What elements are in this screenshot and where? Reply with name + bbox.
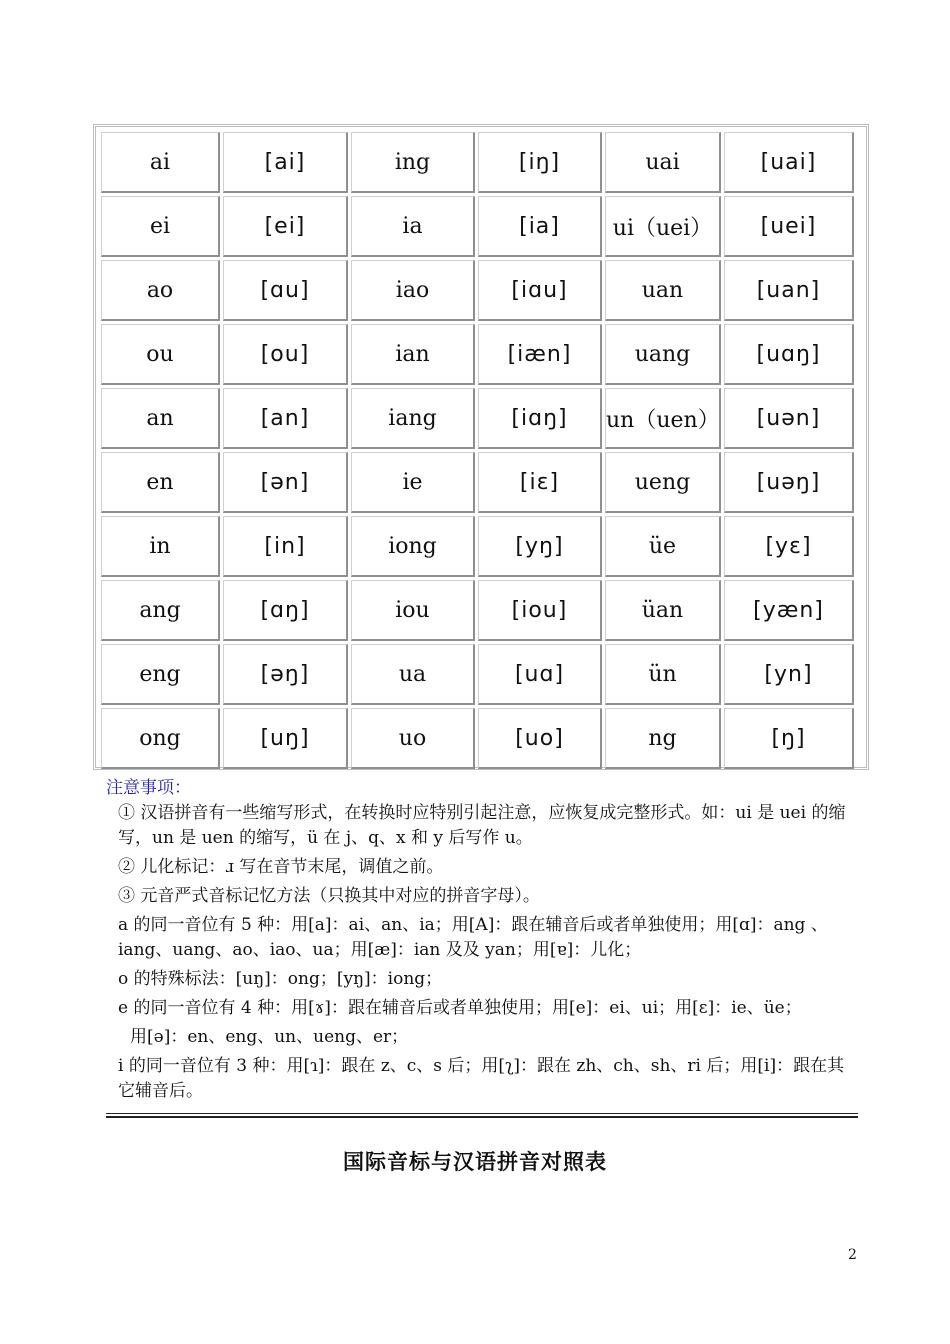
ipa-cell: [ɑu] [223, 260, 348, 321]
pinyin-cell: eng [101, 644, 220, 705]
ipa-cell: [uŋ] [223, 708, 348, 769]
note-abbreviation: ① 汉语拼音有一些缩写形式，在转换时应特别引起注意，应恢复成完整形式。如：ui 是 uei 的缩写，un 是 uen 的缩写，ü 在 j、q、x 和 y 后写作 u。 [118, 803, 846, 848]
pinyin-cell: ao [101, 260, 220, 321]
note-a-allophones: a 的同一音位有 5 种：用[a]：ai、an、ia；用[A]：跟在辅音后或者单独使用；用[ɑ]：ang 、iang、uang、ao、iao、ua；用[æ]：ian 及及 yan；用[ɐ]：儿化； [118, 915, 828, 960]
ipa-cell: [uɑ] [478, 644, 602, 705]
pinyin-cell: ia [351, 196, 475, 257]
note-i-allophones: i 的同一音位有 3 种：用[ɿ]：跟在 z、c、s 后；用[ʅ]：跟在 zh、ch、sh、ri 后；用[i]：跟在其它辅音后。 [118, 1056, 845, 1101]
ipa-cell: [iɛ] [478, 452, 602, 513]
divider-line [106, 1113, 858, 1114]
ipa-cell: [yɛ] [724, 516, 854, 577]
ipa-cell: [an] [223, 388, 348, 449]
ipa-cell: [iɑŋ] [478, 388, 602, 449]
table-row [101, 132, 854, 193]
table-row [101, 708, 854, 769]
pinyin-cell: in [101, 516, 220, 577]
ipa-cell: [ŋ] [724, 708, 854, 769]
pinyin-cell: ui（uei） [605, 196, 721, 257]
pinyin-cell: üe [605, 516, 721, 577]
ipa-cell: [iou] [478, 580, 602, 641]
ipa-cell: [ei] [223, 196, 348, 257]
note-o-special: o 的特殊标法：[uŋ]：ong；[yŋ]：iong； [118, 969, 443, 989]
table-row [101, 388, 854, 449]
pinyin-cell: iou [351, 580, 475, 641]
pinyin-cell: un（uen） [605, 388, 721, 449]
ipa-cell: [uəŋ] [724, 452, 854, 513]
ipa-cell: [yæn] [724, 580, 854, 641]
pinyin-cell: üan [605, 580, 721, 641]
pinyin-cell: uo [351, 708, 475, 769]
ipa-cell: [iæn] [478, 324, 602, 385]
pinyin-ipa-table [98, 129, 857, 772]
ipa-cell: [iŋ] [478, 132, 602, 193]
ipa-cell: [in] [223, 516, 348, 577]
document-title: 国际音标与汉语拼音对照表 [343, 1149, 607, 1174]
pinyin-cell: ueng [605, 452, 721, 513]
note-e-allophones-cont: 用[ə]：en、eng、un、ueng、er； [130, 1027, 409, 1047]
pinyin-cell: uai [605, 132, 721, 193]
ipa-cell: [yn] [724, 644, 854, 705]
pinyin-cell: ua [351, 644, 475, 705]
note-vowel-memory: ③ 元音严式音标记忆方法（只换其中对应的拼音字母）。 [118, 886, 540, 906]
pinyin-cell: ün [605, 644, 721, 705]
pinyin-cell: uang [605, 324, 721, 385]
pinyin-cell: ng [605, 708, 721, 769]
notes-title: 注意事项： [106, 778, 191, 798]
pinyin-ipa-table-frame [93, 124, 869, 770]
divider-line-thick [106, 1116, 858, 1118]
ipa-cell: [uei] [724, 196, 854, 257]
pinyin-cell: ou [101, 324, 220, 385]
pinyin-cell: iong [351, 516, 475, 577]
table-row [101, 260, 854, 321]
note-e-allophones: e 的同一音位有 4 种：用[ɤ]：跟在辅音后或者单独使用；用[e]：ei、ui；用[ɛ]：ie、üe； [118, 998, 802, 1018]
pinyin-cell: uan [605, 260, 721, 321]
pinyin-cell: en [101, 452, 220, 513]
ipa-cell: [uɑŋ] [724, 324, 854, 385]
pinyin-cell: ong [101, 708, 220, 769]
table-row [101, 324, 854, 385]
table-row [101, 452, 854, 513]
note-erhua: ② 儿化标记：ɹ 写在音节末尾，调值之前。 [118, 857, 444, 877]
pinyin-cell: an [101, 388, 220, 449]
ipa-cell: [ai] [223, 132, 348, 193]
ipa-cell: [uən] [724, 388, 854, 449]
ipa-cell: [iɑu] [478, 260, 602, 321]
pinyin-cell: ian [351, 324, 475, 385]
ipa-cell: [uo] [478, 708, 602, 769]
ipa-cell: [yŋ] [478, 516, 602, 577]
pinyin-cell: ei [101, 196, 220, 257]
ipa-cell: [əŋ] [223, 644, 348, 705]
ipa-cell: [ɑŋ] [223, 580, 348, 641]
pinyin-cell: ie [351, 452, 475, 513]
table-row [101, 644, 854, 705]
table-row [101, 516, 854, 577]
pinyin-cell: iao [351, 260, 475, 321]
ipa-cell: [uan] [724, 260, 854, 321]
notes-section [106, 776, 858, 1104]
ipa-cell: [ou] [223, 324, 348, 385]
ipa-cell: [ia] [478, 196, 602, 257]
pinyin-cell: ang [101, 580, 220, 641]
ipa-cell: [uai] [724, 132, 854, 193]
page-number: 2 [848, 1247, 857, 1263]
table-row [101, 580, 854, 641]
pinyin-cell: ing [351, 132, 475, 193]
pinyin-cell: iang [351, 388, 475, 449]
ipa-cell: [ən] [223, 452, 348, 513]
table-row [101, 196, 854, 257]
pinyin-cell: ai [101, 132, 220, 193]
